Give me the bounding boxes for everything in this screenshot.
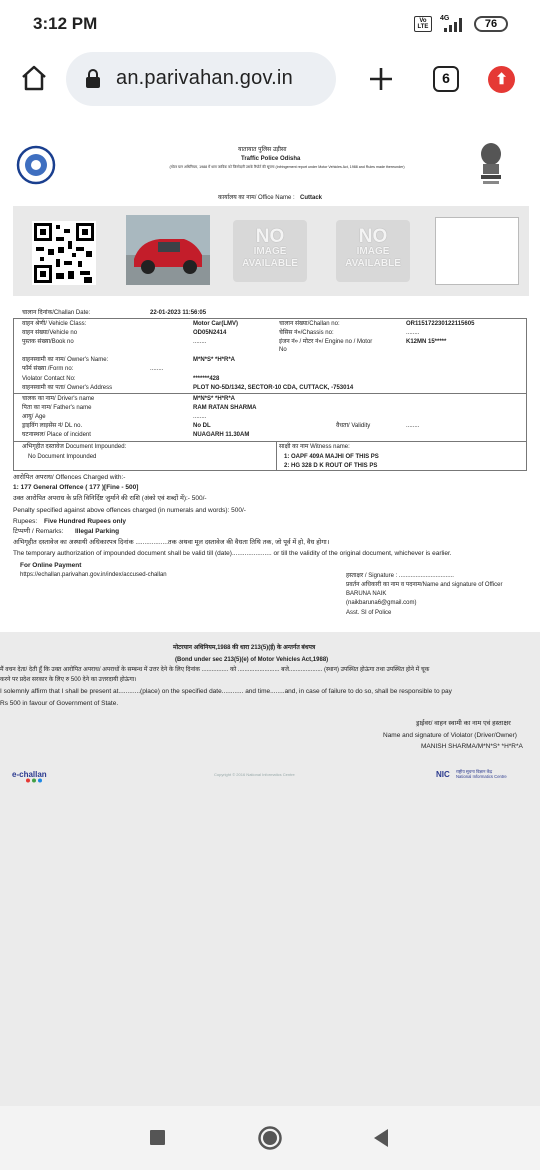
signal-icon — [444, 18, 466, 32]
nic-english: National Informatics Centre — [456, 774, 507, 779]
divider — [13, 393, 527, 394]
echallan-logo: e-challan — [12, 770, 47, 779]
penalty-english: Penalty specified against above offences charged (in numerals and words): 500/- — [13, 507, 246, 514]
vehicle-photo — [126, 215, 210, 285]
offence-label: आरोपित अपराध/ Offences Charged with:- — [13, 474, 126, 481]
impound-value: No Document Impounded — [28, 454, 97, 460]
bond-title-english: (Bond under sec 213(5)(e) of Motor Vehicles Act,1988) — [175, 657, 329, 663]
home-button-icon[interactable] — [257, 1125, 283, 1151]
penalty-hindi: उक्त आरोपित अपराध के प्रति विनिर्दिष्ट जुर्माने की राशि (अंको एवं शब्दों में):- 500/- — [13, 495, 207, 502]
challan-date-label: चालान दिनांक/Challan Date: — [22, 310, 91, 316]
officer-name-label: प्रवर्तन अधिकारी का नाम व पदनाम/Name and signature of Officer — [346, 582, 503, 588]
table-border-left — [13, 318, 14, 470]
place-of-incident: NUAGARH 11.30AM — [193, 432, 250, 438]
bond-hindi-2: करने पर प्रदेश सरकार के लिए रु 500 देने का उत्तरदायी होऊंगा। — [0, 677, 137, 683]
divider — [13, 470, 527, 471]
vehicle-class: Motor Car(LMV) — [193, 321, 238, 327]
rupees-value: Five Hundred Rupees only — [44, 518, 126, 525]
remarks-label: टिप्पणी / Remarks: — [13, 528, 64, 535]
father-name: RAM RATAN SHARMA — [193, 405, 257, 411]
violator-name: MANISH SHARMA/M*N*S* *H*R*A — [421, 743, 523, 750]
engine-no: K12MN 15***** — [406, 339, 447, 345]
no-image-placeholder: NO IMAGE AVAILABLE — [233, 220, 307, 282]
header-subline: (मोटर यान अधिनियम, 1988 में धारा जाविक को जिम्मेदारी उसके रिपोर्ट की सूचना (Infringement report under Motor Vehicles Act, 1988 and Rules made thereunder) — [169, 165, 405, 169]
nic-hindi: राष्ट्रीय सूचना विज्ञान केंद्र — [456, 769, 493, 774]
dl-no: No DL — [193, 423, 211, 429]
validity-label: वैधता/ Validity — [336, 423, 371, 429]
bond-hindi-1: मैं वचन देता/ देती हूँ कि उक्त आरोपित अपराध/ अपराधों के सम्बन्ध में उत्तर देने के लिए दिनांक ................ को ......................... बजे.................... (स्थान) उपस्थित होऊंगा तथा उपस्थित होने में चूक — [0, 667, 430, 673]
place-label: घटनास्थल/ Place of incident — [22, 432, 91, 438]
challan-date: 22-01-2023 11:56:05 — [150, 310, 207, 316]
owner-address: PLOT NO-5D/1342, SECTOR-10 CDA, CUTTACK, -753014 — [193, 385, 354, 391]
divider — [13, 318, 527, 319]
driver-name: M*N*S* *H*R*A — [193, 396, 236, 402]
lock-icon[interactable] — [84, 68, 102, 90]
table-divider — [276, 441, 277, 470]
offence-item: 1: 177 General Offence ( 177 )[Fine - 500] — [13, 484, 139, 491]
echallan-dots-icon — [26, 778, 42, 783]
divider — [13, 441, 527, 442]
driver-name-label: चालक का नाम/ Driver's name — [22, 396, 95, 402]
age-label: आयु/ Age — [22, 414, 46, 420]
form-no: ........ — [150, 366, 164, 372]
remarks-value: Illegal Parking — [75, 528, 120, 535]
bond-title-hindi: मोटरयान अधिनियम,1988 की धारा 213(5)(ई) के अन्तर्गत बंधपत्र — [173, 645, 316, 651]
vehicle-no: OD05N2414 — [193, 330, 227, 336]
url-text[interactable]: an.parivahan.gov.in — [116, 67, 293, 89]
payment-url-link[interactable]: https://echallan.parivahan.gov.in/index/accused-challan — [20, 572, 167, 578]
volte-icon: Vo LTE — [414, 16, 432, 32]
officer-email: (naikbaruna6@gmail.com) — [346, 600, 417, 606]
recents-button-icon[interactable] — [150, 1130, 165, 1145]
network-label: 4G — [440, 15, 450, 22]
engine-no-label: इंजन नं० / मोटर नं०/ Engine no / Motor — [279, 339, 373, 345]
tab-switcher-button[interactable]: 6 — [433, 66, 459, 92]
broken-image-icon — [435, 217, 519, 285]
temp-auth-hindi: अभिगृहीत दस्तावेज का अस्थायी अधिकारपत्र दिनांक ..................तक अथवा मूल दस्तावेज की वैधता तिथि तक, जो पूर्व में हो, वैध होगा। — [13, 539, 330, 546]
nic-logo: NIC — [436, 770, 450, 779]
home-icon[interactable] — [20, 64, 48, 92]
new-tab-icon[interactable] — [368, 66, 394, 92]
qr-code-cell — [13, 206, 117, 296]
status-bar — [0, 0, 540, 48]
challan-no-label: चालान संख्या/Challan no: — [279, 321, 340, 327]
bond-english-1: I solemnly affirm that I shall be present at............(place) on the specified date............ and time........and, in case of failure to do so, shall be responsible to pay — [0, 688, 452, 695]
officer-rank: Asst. SI of Police — [346, 610, 392, 616]
engine-no-label-2: No — [279, 347, 287, 353]
dl-no-label: ड्राइविंग लाइसेंस नं/ DL no. — [22, 423, 83, 429]
owner-name: M*N*S* *H*R*A — [193, 357, 236, 363]
no-image-cell — [322, 206, 426, 296]
dept-english: Traffic Police Odisha — [241, 156, 301, 162]
dept-hindi: यातायात पुलिस उड़ीसा — [238, 147, 287, 153]
witness-2: 2: HG 328 D K ROUT OF THIS PS — [284, 463, 378, 469]
system-nav-bar — [0, 1106, 540, 1170]
owner-name-label: वाहनस्वामी का नाम/ Owner's Name: — [22, 357, 109, 363]
broken-image-cell — [425, 206, 529, 296]
vehicle-photo-cell — [116, 206, 220, 296]
violator-label-english: Name and signature of Violator (Driver/Owner) — [383, 732, 517, 739]
contact-label: Violator Contact No: — [22, 376, 76, 382]
update-arrow-icon[interactable]: ⬆ — [488, 66, 515, 93]
violator-label-hindi: ड्राईवर/ वाहन स्वामी का नाम एवं हस्ताक्षर — [416, 720, 511, 727]
national-emblem-logo — [478, 142, 504, 188]
witness-1: 1: OAPF 409A MAJHI OF THIS PS — [284, 454, 379, 460]
witness-label: साक्षी का नाम Witness name: — [279, 444, 350, 450]
officer-name: BARUNA NAIK — [346, 591, 387, 597]
impound-label: अभिगृहीत दस्तावेज Document Impounded: — [22, 444, 127, 450]
office-name-label: कार्यालय का नाम/ Office Name : — [218, 195, 295, 201]
age: ........ — [193, 414, 207, 420]
back-button-icon[interactable] — [372, 1128, 390, 1148]
copyright: Copyright © 2016 National Informatics Centre — [214, 772, 295, 777]
signature-label: हस्ताक्षर / Signature : ................................. — [346, 573, 454, 579]
temp-auth-english: The temporary authorization of impounded document shall be valid till (date)...................... or till the validity of the original document, whichever is earlier. — [13, 550, 452, 557]
chassis-no: ........ — [406, 330, 420, 336]
contact-no: *******428 — [193, 376, 220, 382]
owner-address-label: वाहनस्वामी का पता/ Owner's Address — [22, 385, 113, 391]
book-no-label: पुस्तक संख्या/Book no — [22, 339, 74, 345]
bond-english-2: Rs 500 in favour of Government of State. — [0, 700, 119, 707]
form-no-label: फॉर्म संख्या /Form no: — [22, 366, 74, 372]
no-image-placeholder: NO IMAGE AVAILABLE — [336, 220, 410, 282]
office-name: Cuttack — [300, 195, 323, 201]
rupees-label: Rupees: — [13, 518, 38, 525]
validity: ........ — [406, 423, 420, 429]
clock: 3:12 PM — [33, 14, 98, 33]
qr-code — [32, 221, 96, 285]
chassis-label: चेसिस नं०/Chassis no: — [279, 330, 334, 336]
battery-icon: 76 — [474, 16, 508, 32]
vehicle-no-label: वाहन संख्या/Vehicle no — [22, 330, 78, 336]
challan-no: OR115172230122115605 — [406, 321, 475, 327]
online-payment-label: For Online Payment — [20, 562, 82, 569]
table-border-right — [526, 318, 527, 470]
odisha-police-logo — [16, 145, 56, 185]
book-no: ........ — [193, 339, 207, 345]
no-image-cell — [219, 206, 323, 296]
vehicle-class-label: वाहन श्रेणी/ Vehicle Class: — [22, 321, 87, 327]
father-name-label: पिता का नाम/ Father's name — [22, 405, 92, 411]
